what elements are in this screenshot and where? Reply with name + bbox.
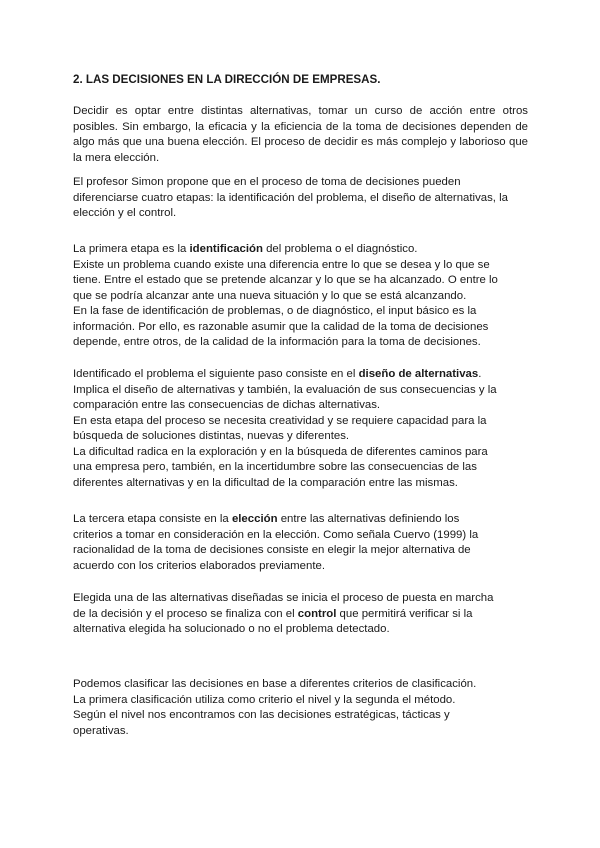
paragraph-line: La primera etapa es la identificación del problema o el diagnóstico. <box>73 243 418 255</box>
paragraph-classification <box>73 677 528 739</box>
paragraph-line: racionalidad de la toma de decisiones consiste en elegir la mejor alternativa de <box>73 544 471 556</box>
paragraph-line: La primera clasificación utiliza como criterio el nivel y la segunda el método. <box>73 693 456 706</box>
paragraph-control <box>73 591 528 638</box>
paragraph-line: que se podría alcanzar ante una nueva situación y lo que se está alcanzando. <box>73 289 467 302</box>
paragraph-choice <box>73 512 528 574</box>
paragraph-line: La tercera etapa consiste en la elección entre las alternativas definiendo los <box>73 513 460 525</box>
paragraph-stages: El profesor Simon propone que en el proceso de toma de decisiones pueden diferenciarse cuatro etapas: la identificación del problema, el diseño de alternativas, la elección y el control. <box>73 176 508 219</box>
paragraph-line: operativas. <box>73 724 129 737</box>
section-heading: 2. LAS DECISIONES EN LA DIRECCIÓN DE EMPRESAS. <box>73 73 381 86</box>
term-eleccion: elección <box>231 513 278 525</box>
paragraph-line: En la fase de identificación de problemas, o de diagnóstico, el input básico es la <box>73 305 477 317</box>
paragraph-line: criterios a tomar en consideración en la elección. Como señala Cuervo (1999) la <box>73 528 479 541</box>
paragraph-line: información. Por ello, es razonable asumir que la calidad de la toma de decisiones <box>73 320 489 333</box>
paragraph-line: diferentes alternativas y en la dificultad de la comparación entre las mismas. <box>73 476 458 489</box>
paragraph-line: una empresa pero, también, en la incertidumbre sobre las consecuencias de las <box>73 461 477 473</box>
paragraph-line: de la decisión y el proceso se finaliza con el control que permitirá verificar si la <box>73 607 473 620</box>
paragraph-line: comparación entre las consecuencias de dichas alternativas. <box>73 399 381 411</box>
paragraph-line: Existe un problema cuando existe una diferencia entre lo que se desea y lo que se <box>73 258 490 271</box>
paragraph-line: búsqueda de soluciones distintas, nuevas y diferentes. <box>73 430 350 442</box>
paragraph-line: En esta etapa del proceso se necesita creatividad y se requiere capacidad para la <box>73 414 487 427</box>
paragraph-line: depende, entre otros, de la calidad de la información para la toma de decisiones. <box>73 336 481 348</box>
paragraph-line: Elegida una de las alternativas diseñadas se inicia el proceso de puesta en marcha <box>73 592 494 604</box>
paragraph-line: acuerdo con los criterios elaborados previamente. <box>73 559 325 572</box>
paragraph-line: La dificultad radica en la exploración y en la búsqueda de diferentes caminos para <box>73 445 488 458</box>
term-identificacion: identificación <box>189 243 263 255</box>
term-control: control <box>297 607 337 620</box>
paragraph-design <box>73 367 528 491</box>
paragraph-line: tiene. Entre el estado que se pretende alcanzar y lo que se ha alcanzado. O entre lo <box>73 274 498 286</box>
paragraph-identification <box>73 242 528 351</box>
paragraph-line: Según el nivel nos encontramos con las decisiones estratégicas, tácticas y <box>73 709 450 721</box>
term-diseno: diseño de alternativas <box>358 368 479 380</box>
paragraph-line: Implica el diseño de alternativas y también, la evaluación de sus consecuencias y la <box>73 383 497 396</box>
paragraph-line: Identificado el problema el siguiente paso consiste en el diseño de alternativas. <box>73 368 482 380</box>
paragraph-intro: Decidir es optar entre distintas alternativas, tomar un curso de acción entre otros posibles. Sin embargo, la eficacia y la eficiencia de la toma de decisiones dependen de algo más que una buena elección. El proceso de decidir es más complejo y laborioso que la mera elección. <box>73 105 528 164</box>
paragraph-line: alternativa elegida ha solucionado o no el problema detectado. <box>73 623 390 635</box>
paragraph-line: Podemos clasificar las decisiones en base a diferentes criterios de clasificación. <box>73 678 477 690</box>
